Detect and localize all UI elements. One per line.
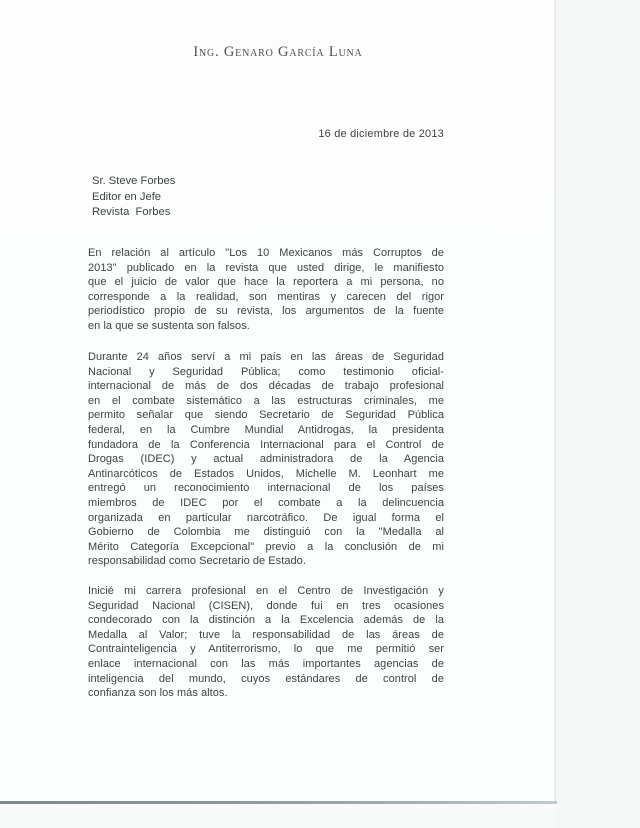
- body-text-line: permito señalar que siendo Secretario de Seguridad Pública: [88, 409, 444, 422]
- body-paragraph-2: [88, 350, 444, 569]
- body-text-line: miembros de IDEC por el combate a la delincuencia: [88, 496, 444, 509]
- body-text-line: inteligencia del mundo, cuyos estándares de control de: [88, 672, 444, 685]
- body-text-line: corresponde a la realidad, son mentiras y carecen del rigor: [88, 290, 444, 303]
- scanner-background-right: [556, 0, 640, 828]
- body-text-line: federal, en la Cumbre Mundial Antidrogas, la presidenta: [88, 423, 444, 436]
- body-text-line: Mérito Categoría Excepcional" previo a la conclusión de mi: [88, 540, 444, 553]
- body-text-line: internacional de más de dos décadas de trabajo profesional: [88, 380, 444, 393]
- paper-bottom-edge: [0, 801, 557, 804]
- scanner-background-bottom: [0, 804, 556, 828]
- body-text-line: 2013" publicado en la revista que usted dirige, le manifiesto: [88, 261, 444, 274]
- body-text-line: Medalla al Valor; tuve la responsabilidad de las áreas de: [88, 628, 444, 641]
- recipient-line: Editor en Jefe: [92, 190, 162, 203]
- body-text-line: Nacional y Seguridad Pública; como testimonio oficial-: [88, 365, 444, 378]
- paper-right-edge: [554, 0, 556, 803]
- body-text-line: condecorado con la distinción a la Excelencia además de la: [88, 614, 444, 627]
- body-text-line: Seguridad Nacional (CISEN), donde fui en tres ocasiones: [88, 599, 444, 612]
- body-text-line: en el combate sistemático a las estructuras criminales, me: [88, 394, 444, 407]
- body-text-line: enlace internacional con las más importantes agencias de: [88, 657, 444, 670]
- letterhead-name: Ing. Genaro García Luna: [193, 44, 363, 60]
- body-paragraph-3: [88, 584, 444, 701]
- body-text-line: responsabilidad como Secretario de Estado.: [88, 555, 306, 568]
- body-text-line: Contrainteligencia y Antiterrorismo, lo que me permitió ser: [88, 643, 444, 656]
- recipient-line: Revista Forbes: [92, 206, 171, 218]
- body-text-line: Gobierno de Colombia me distinguió con la "Medalla al: [88, 526, 444, 539]
- body-text-line: organizada en particular narcotráfico. De igual forma el: [88, 511, 444, 524]
- body-text-line: fundadora de la Conferencia Internacional para el Control de: [88, 438, 444, 451]
- body-paragraph-1: [88, 246, 444, 334]
- body-text-line: Drogas (IDEC) y actual administradora de la Agencia: [88, 453, 444, 466]
- recipient-line: Sr. Steve Forbes: [92, 175, 176, 187]
- date-line: 16 de diciembre de 2013: [318, 128, 444, 140]
- recipient-block: [92, 174, 392, 221]
- body-text-line: Antinarcóticos de Estados Unidos, Michelle M. Leonhart me: [88, 467, 444, 480]
- body-text-line: entregó un reconocimiento internacional de los países: [88, 482, 444, 495]
- body-text-line: periodístico propio de su revista, los argumentos de la fuente: [88, 305, 444, 318]
- body-text-line: confianza son los más altos.: [88, 687, 228, 700]
- body-text-line: Inicié mi carrera profesional en el Centro de Investigación y: [88, 585, 444, 597]
- body-text-line: Durante 24 años serví a mi país en las áreas de Seguridad: [88, 351, 444, 363]
- body-text-line: que el juicio de valor que hace la reportera a mi persona, no: [88, 276, 444, 289]
- body-text-line: en la que se sustenta son falsos.: [88, 319, 250, 332]
- body-text-line: En relación al artículo "Los 10 Mexicanos más Corruptos de: [88, 247, 444, 259]
